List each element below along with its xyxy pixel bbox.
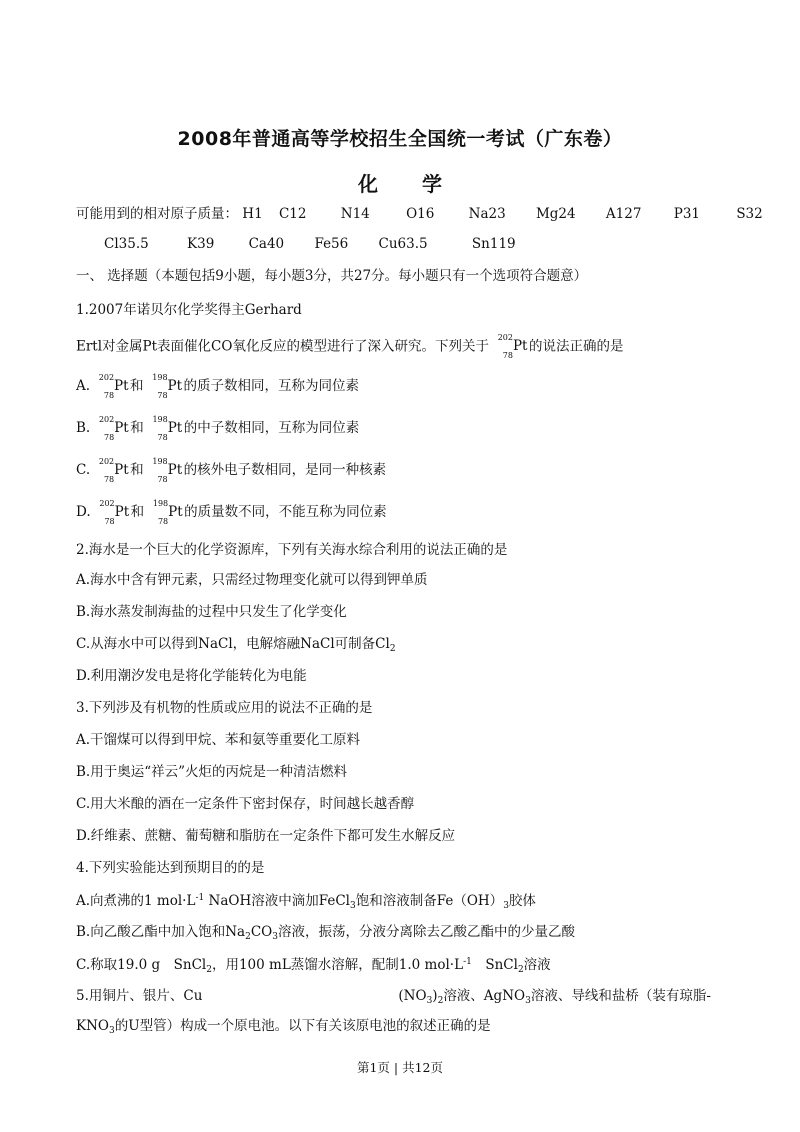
- mass-item: Na23: [468, 206, 506, 222]
- subject-heading: [0, 168, 800, 197]
- mass-item: A127: [605, 206, 642, 222]
- question-1-option-d: D. 202 78 Pt 和 198 78 Pt 的质量数不同，不能互称为同位素: [76, 499, 387, 526]
- isotope-pt-202: 202 78 Pt: [497, 333, 528, 360]
- isotope-pt-202: 202 78 Pt: [98, 373, 129, 400]
- question-1-option-a: A. 202 78 Pt 和 198 78 Pt 的质子数相同，互称为同位素: [76, 373, 360, 400]
- page-footer: 第1页 | 共12页: [356, 1060, 444, 1075]
- atomic-masses-label: 可能用到的相对原子质量：: [76, 206, 238, 222]
- question-4-option-c: C.称取19.0 g SnCl$_2$，用100 mL蒸馏水溶解，配制1.0 $mol\cdot L^{-1}$ SnCl$_2$溶液: [76, 957, 551, 975]
- mass-item: O16: [406, 206, 435, 222]
- subject-char-2: 学: [422, 172, 442, 196]
- question-3-stem: 3.下列涉及有机物的性质或应用的说法不正确的是: [76, 700, 373, 716]
- mass-item: Cl35.5: [104, 236, 149, 252]
- section-heading: 一、 选择题（本题包括9小题，每小题3分，共27分。每小题只有一个选项符合题意）: [76, 268, 588, 284]
- isotope-pt-198: 198 78 Pt: [152, 373, 183, 400]
- isotope-pt-198: 198 78 Pt: [152, 499, 183, 526]
- mass-item: P31: [673, 206, 701, 222]
- mass-item: N14: [340, 206, 370, 222]
- question-2-option-c: C.从海水中可以得到NaCl，电解熔融NaCl可制备$Cl_2$: [76, 636, 396, 654]
- question-2-option-b: B.海水蒸发制海盐的过程中只发生了化学变化: [76, 604, 347, 620]
- question-3-option-c: C.用大米酿的酒在一定条件下密封保存，时间越长越香醇: [76, 796, 415, 812]
- atomic-masses-row-1: [76, 208, 763, 222]
- mass-item: Fe56: [314, 236, 349, 252]
- isotope-pt-198: 198 78 Pt: [152, 457, 183, 484]
- question-2-option-d: D.利用潮汐发电是将化学能转化为电能: [76, 668, 307, 684]
- question-5-stem-line-2: $KNO_3$的U型管）构成一个原电池。以下有关该原电池的叙述正确的是: [76, 1018, 491, 1036]
- question-3-option-a: A.干馏煤可以得到甲烷、苯和氨等重要化工原料: [76, 732, 361, 748]
- mass-item: Sn119: [471, 236, 516, 252]
- question-2-option-a: A.海水中含有钾元素，只需经过物理变化就可以得到钾单质: [76, 572, 428, 588]
- page-title: 2008年普通高等学校招生全国统一考试（广东卷）: [177, 128, 623, 150]
- mass-item: C12: [278, 206, 307, 222]
- question-1-stem-line-1: 1.2007年诺贝尔化学奖得主Gerhard: [76, 302, 302, 318]
- isotope-pt-202: 202 78 Pt: [98, 457, 129, 484]
- mass-item: S32: [736, 206, 763, 222]
- question-4-option-b: B.向乙酸乙酯中加入饱和$Na_2CO_3$溶液，振荡，分液分离除去乙酸乙酯中的少量乙酸: [76, 924, 575, 942]
- subject-char-1: 化: [358, 172, 378, 196]
- question-2-stem: 2.海水是一个巨大的化学资源库，下列有关海水综合利用的说法正确的是: [76, 542, 508, 558]
- question-1-stem-line-2: Ertl对金属Pt表面催化CO氧化反应的模型进行了深入研究。下列关于 202 78 Pt 的说法正确的是: [76, 333, 624, 360]
- question-4-option-a: A.向煮沸的1 $mol\cdot L^{-1}$ NaOH溶液中滴加FeCl$_3$饱和溶液制备$Fe(OH)_3$胶体: [76, 893, 536, 911]
- isotope-pt-198: 198 78 Pt: [152, 415, 183, 442]
- question-5-stem-line-1: 5.用铜片、银片、Cu $(NO_3)_2$溶液、AgNO$_3$溶液、导线和盐桥（装有琼脂-: [76, 988, 711, 1006]
- question-3-option-b: B.用于奥运“祥云”火炬的丙烷是一种清洁燃料: [76, 764, 348, 780]
- mass-item: K39: [187, 236, 215, 252]
- question-3-option-d: D.纤维素、蔗糖、葡萄糖和脂肪在一定条件下都可发生水解反应: [76, 828, 456, 844]
- mass-item: Cu63.5: [378, 236, 428, 252]
- mass-item: Mg24: [535, 206, 576, 222]
- question-1-option-c: C. 202 78 Pt 和 198 78 Pt 的核外电子数相同，是同一种核素: [76, 457, 387, 484]
- mass-item: Ca40: [248, 236, 285, 252]
- atomic-masses-row-2: [104, 238, 516, 252]
- isotope-pt-202: 202 78 Pt: [98, 415, 129, 442]
- mass-item: H1: [242, 206, 263, 222]
- question-4-stem: 4.下列实验能达到预期目的的是: [76, 860, 265, 876]
- question-1-option-b: B. 202 78 Pt 和 198 78 Pt 的中子数相同，互称为同位素: [76, 415, 360, 442]
- isotope-pt-202: 202 78 Pt: [99, 499, 130, 526]
